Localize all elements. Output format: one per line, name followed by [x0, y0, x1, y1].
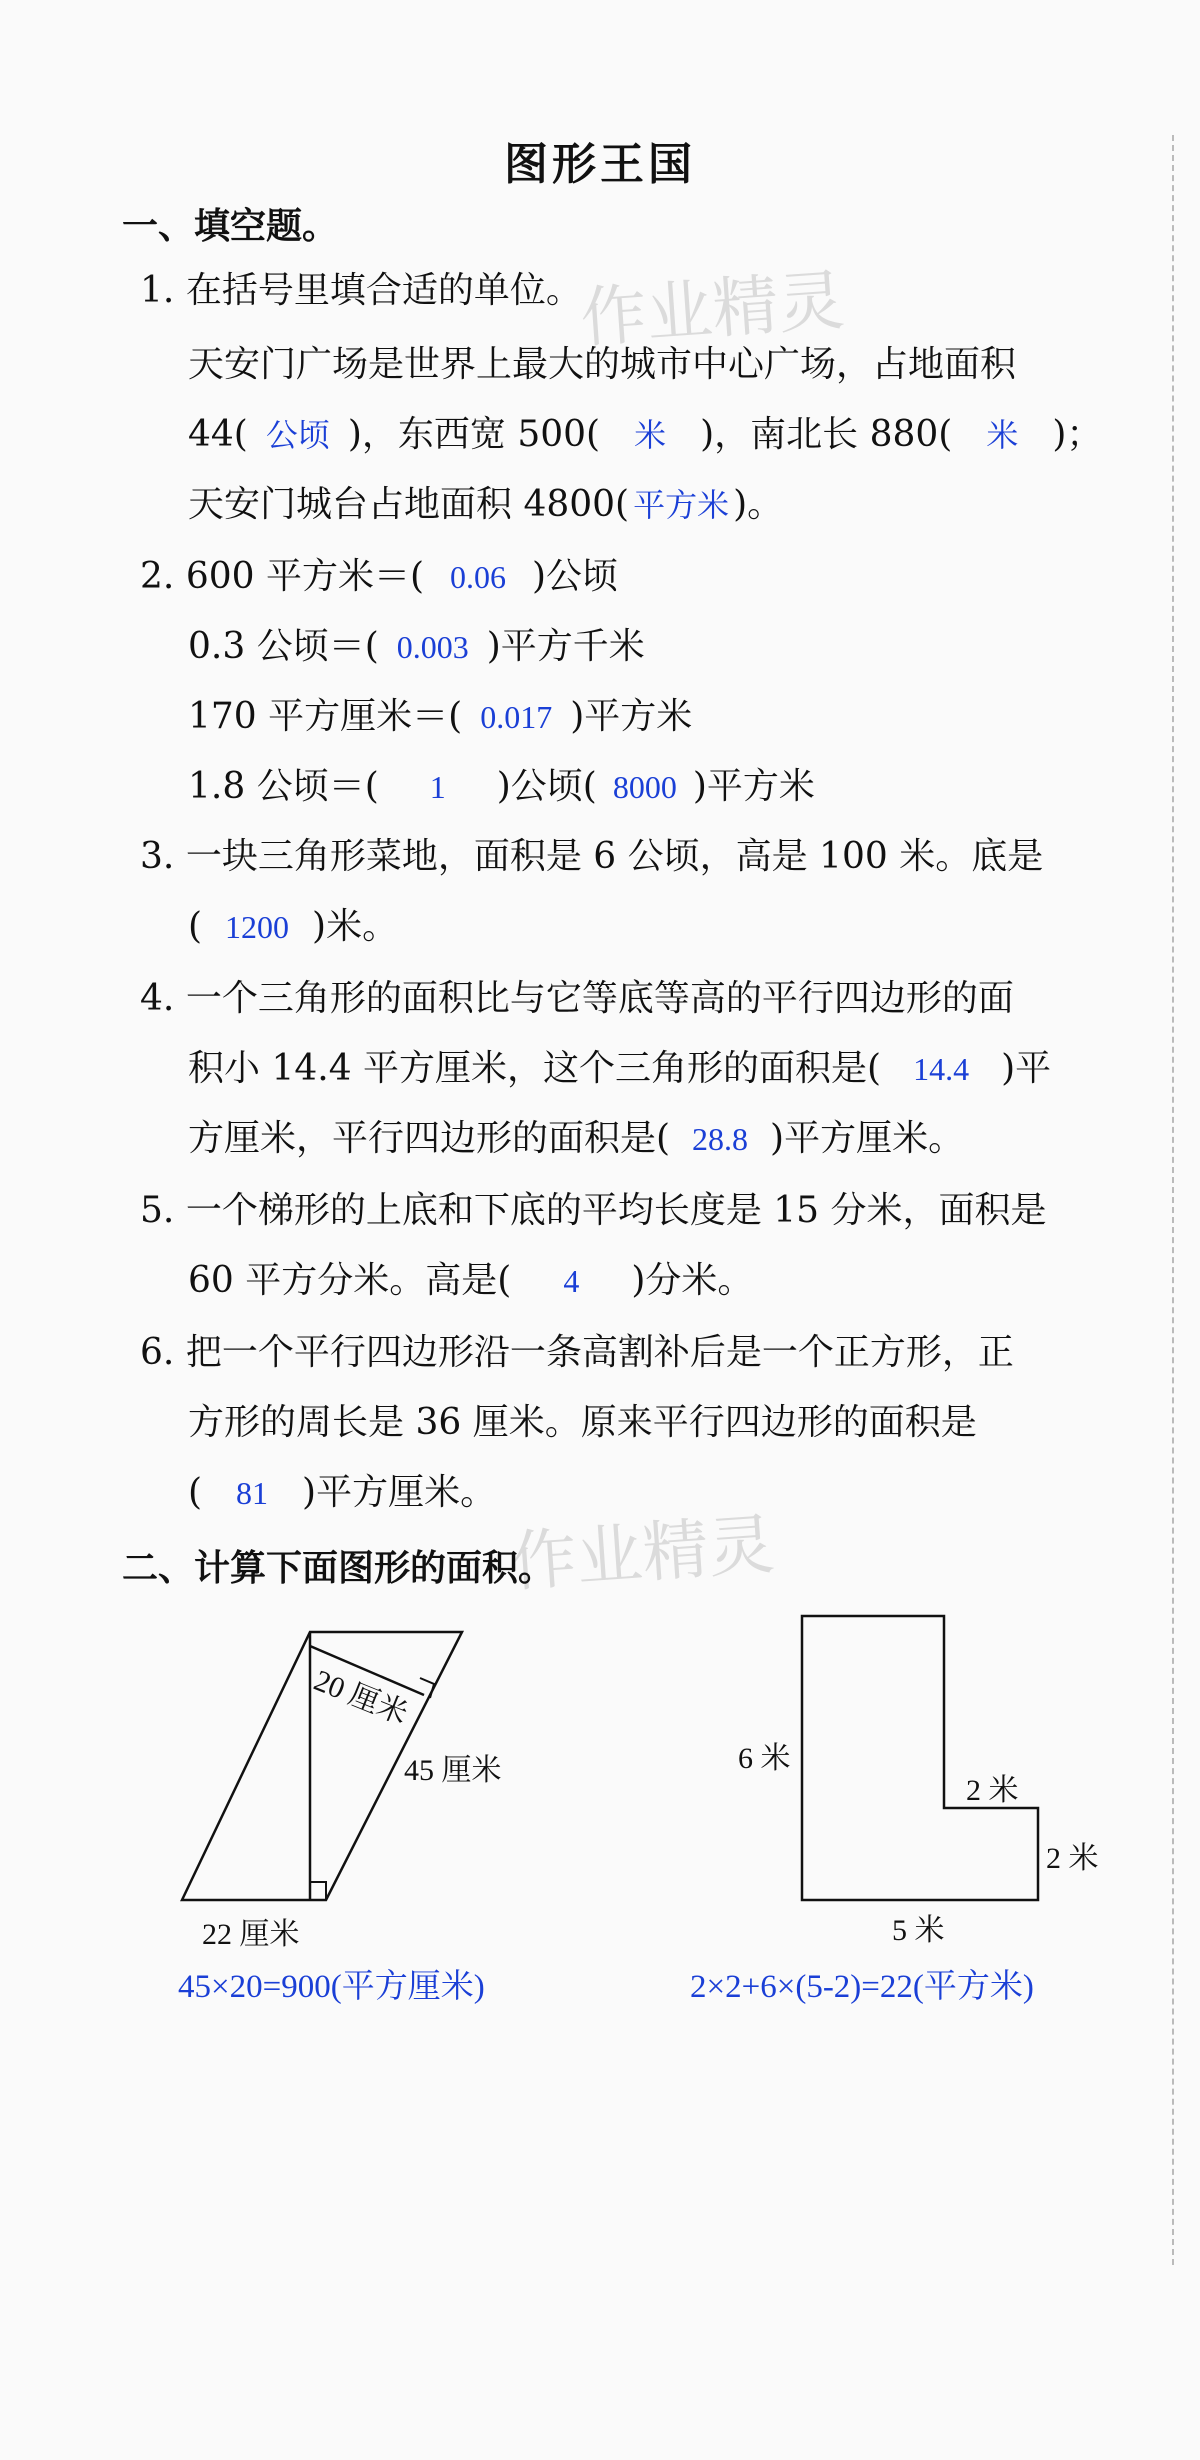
q3-number: 3. [140, 836, 175, 877]
q1-answer-3: 米 [986, 417, 1019, 453]
q5-text: 一个梯形的上底和下底的平均长度是 15 分米，面积是 [185, 1190, 1047, 1231]
q2-text: )平方米 [570, 696, 693, 737]
q4-text: )平 [1001, 1048, 1052, 1089]
section-1-heading: 一、填空题。 [122, 206, 339, 247]
q3-text: )米。 [312, 906, 399, 947]
watermark: 作业精灵 [578, 261, 847, 358]
q2-text: 1.8 公顷＝( [188, 766, 379, 807]
q6-line-2: 方形的周长是 36 厘米。原来平行四边形的面积是 [188, 1402, 977, 1443]
q3-text: 一块三角形菜地，面积是 6 公顷，高是 100 米。底是 [185, 836, 1044, 877]
fig1-label-base: 22 厘米 [202, 1918, 300, 1951]
fig2-label-left: 6 米 [738, 1742, 791, 1775]
q2-text: )平方米 [692, 766, 815, 807]
q1-text: )，东西宽 500( [347, 414, 601, 455]
q4-text: 方厘米，平行四边形的面积是( [188, 1118, 671, 1159]
q1-text: )。 [733, 484, 784, 525]
right-angle-mark-bottom [310, 1882, 326, 1900]
q2-answer-1: 0.06 [450, 559, 507, 595]
q3-text: ( [188, 906, 203, 947]
q2-answer-5: 8000 [612, 769, 677, 805]
q2-answer-3: 0.017 [480, 699, 553, 735]
watermark: 作业精灵 [508, 1505, 777, 1602]
fig1-answer: 45×20=900(平方厘米) [178, 1969, 485, 2005]
q1-answer-4: 平方米 [633, 487, 730, 523]
q4-number: 4. [140, 978, 175, 1019]
fig1-label-height: 20 厘米 [309, 1663, 413, 1732]
q2-text: )公顷 [532, 556, 619, 597]
page-title: 图形王国 [504, 139, 696, 190]
fig2-label-bottom: 5 米 [892, 1914, 945, 1947]
q2-text: 0.3 公顷＝( [188, 626, 379, 667]
fig1-label-side: 45 厘米 [404, 1754, 502, 1787]
q2-number: 2. [140, 556, 175, 597]
q3-answer: 1200 [225, 909, 290, 945]
q5-text: )分米。 [631, 1260, 754, 1301]
q2-text: 600 平方米＝( [185, 556, 425, 597]
q6-text: )平方厘米。 [302, 1472, 497, 1513]
q4-answer-1: 14.4 [913, 1051, 970, 1087]
q4-text: )平方厘米。 [770, 1118, 965, 1159]
q2-text: )公顷( [496, 766, 597, 807]
q2-text: )平方千米 [486, 626, 645, 667]
fig2-label-right: 2 米 [1046, 1842, 1099, 1875]
q5-text: 60 平方分米。高是( [188, 1260, 512, 1301]
section-2-heading: 二、计算下面图形的面积。 [122, 1548, 555, 1589]
q2-text: 170 平方厘米＝( [188, 696, 463, 737]
fig2-label-step: 2 米 [966, 1774, 1019, 1807]
q5-answer: 4 [563, 1263, 580, 1299]
q4-answer-2: 28.8 [692, 1121, 749, 1157]
q2-answer-2: 0.003 [396, 629, 469, 665]
l-shape [802, 1616, 1038, 1900]
q1-text: )； [1052, 414, 1103, 455]
fig2-answer: 2×2+6×(5-2)=22(平方米) [690, 1969, 1034, 2005]
q1-line2: 天安门广场是世界上最大的城市中心广场，占地面积 [188, 344, 1017, 385]
q1-text: 天安门城台占地面积 4800( [188, 484, 630, 525]
q6-text: 把一个平行四边形沿一条高割补后是一个正方形，正 [185, 1332, 1014, 1373]
q4-text: 一个三角形的面积比与它等底等高的平行四边形的面 [185, 978, 1014, 1019]
q6-number: 6. [140, 1332, 175, 1373]
q1-text: )，南北长 880( [700, 414, 953, 455]
q1-number: 1. [140, 270, 175, 311]
q1-answer-2: 米 [634, 417, 667, 453]
q1-stem: 在括号里填合适的单位。 [185, 270, 582, 311]
q1-answer-1: 公顷 [265, 417, 330, 453]
q5-number: 5. [140, 1190, 175, 1231]
l-shape-figure [802, 1616, 1038, 1900]
q4-text: 积小 14.4 平方厘米，这个三角形的面积是( [188, 1048, 882, 1089]
q6-text: ( [188, 1472, 203, 1513]
q6-answer: 81 [236, 1475, 269, 1511]
q2-answer-4: 1 [429, 769, 446, 805]
q1-text: 44( [188, 414, 248, 455]
